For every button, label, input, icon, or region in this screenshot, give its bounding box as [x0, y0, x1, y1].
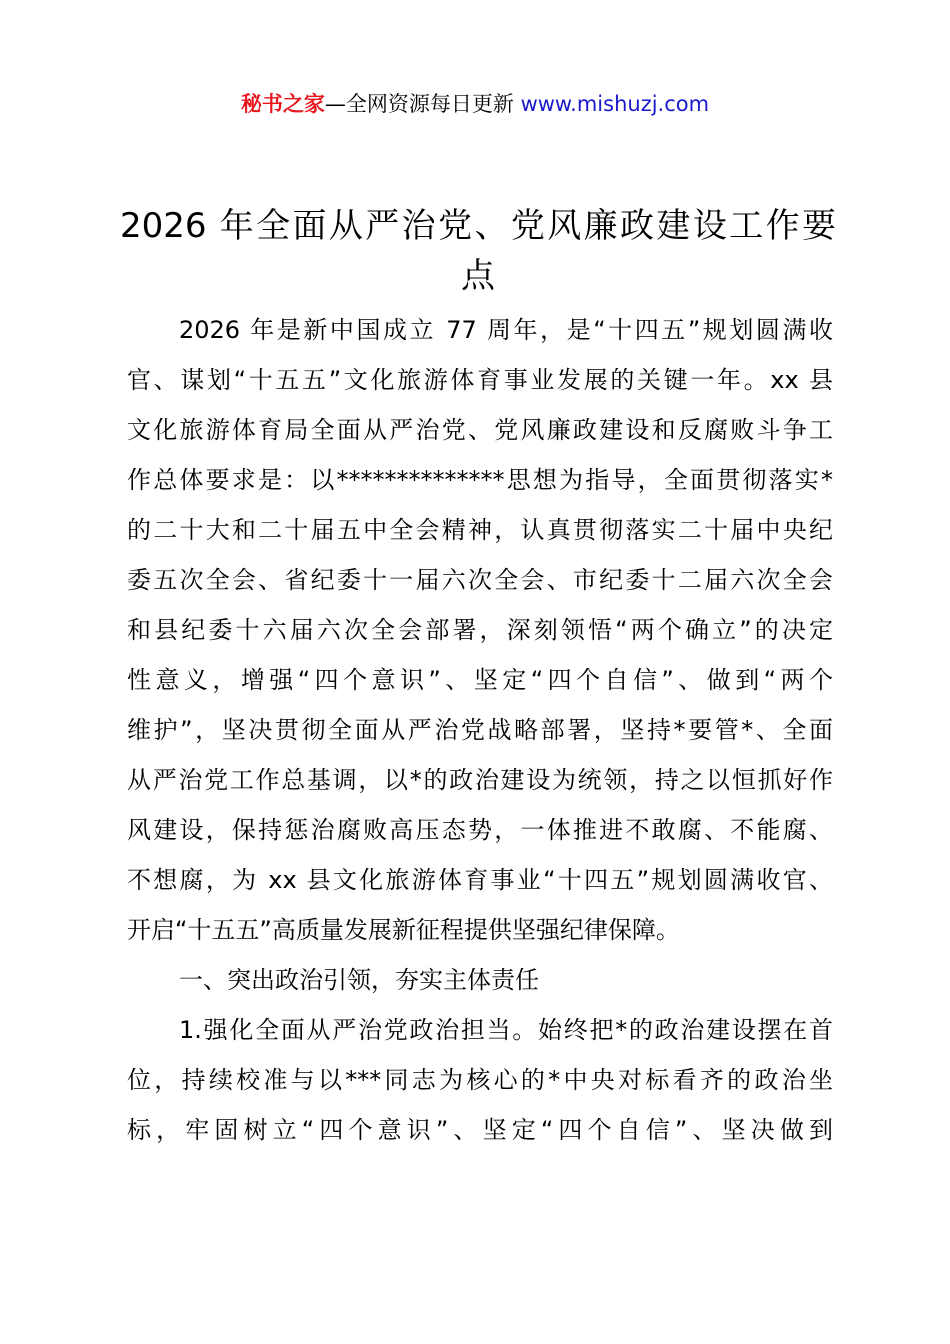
body-line: 标，牢固树立“四个意识”、坚定“四个自信”、坚决做到	[127, 1116, 833, 1144]
document-body	[127, 305, 833, 1155]
body-line: 不想腐，为 xx 县文化旅游体育事业“十四五”规划圆满收官、	[127, 866, 833, 894]
section-heading: 一、突出政治引领，夯实主体责任	[179, 966, 539, 994]
site-brand: 秘书之家	[240, 92, 325, 116]
title-line: 点	[461, 255, 495, 296]
body-line: 2026 年是新中国成立 77 周年，是“十四五”规划圆满收	[179, 316, 833, 344]
document-title	[120, 201, 836, 301]
body-line: 委五次全会、省纪委十一届六次全会、市纪委十二届六次全会	[127, 566, 833, 594]
body-line: 官、谋划“十五五”文化旅游体育事业发展的关键一年。xx 县	[127, 366, 833, 394]
site-url-link[interactable]: www.mishuzj.com	[520, 92, 710, 116]
body-line: 从严治党工作总基调，以*的政治建设为统领，持之以恒抓好作	[127, 766, 833, 794]
body-line: 的二十大和二十届五中全会精神，认真贯彻落实二十届中央纪	[127, 516, 833, 544]
body-line: 风建设，保持惩治腐败高压态势，一体推进不敢腐、不能腐、	[127, 816, 833, 844]
body-line: 维护”，坚决贯彻全面从严治党战略部署，坚持*要管*、全面	[127, 716, 833, 744]
title-line: 2026 年全面从严治党、党风廉政建设工作要	[120, 205, 836, 246]
body-line: 1.强化全面从严治党政治担当。始终把*的政治建设摆在首	[179, 1016, 833, 1044]
body-line: 开启“十五五”高质量发展新征程提供坚强纪律保障。	[127, 916, 680, 944]
site-header	[0, 88, 950, 120]
body-line: 文化旅游体育局全面从严治党、党风廉政建设和反腐败斗争工	[127, 416, 833, 444]
body-line: 和县纪委十六届六次全会部署，深刻领悟“两个确立”的决定	[127, 616, 833, 644]
site-slogan: —全网资源每日更新	[324, 92, 514, 116]
body-line: 作总体要求是：以**************思想为指导，全面贯彻落实*	[127, 466, 833, 494]
body-line: 位，持续校准与以***同志为核心的*中央对标看齐的政治坐	[127, 1066, 833, 1094]
body-line: 性意义，增强“四个意识”、坚定“四个自信”、做到“两个	[127, 666, 833, 694]
